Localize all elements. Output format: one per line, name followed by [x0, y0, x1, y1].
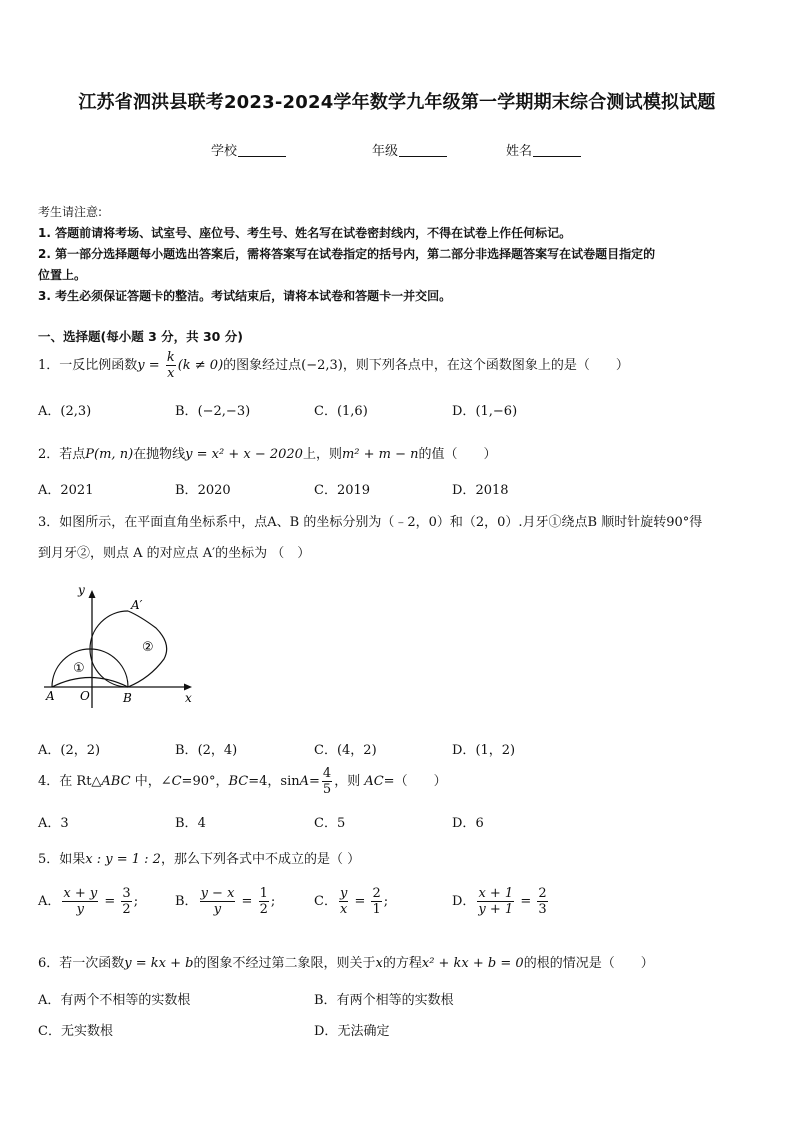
q1-fraction	[166, 350, 176, 381]
q2-option-b[interactable]	[175, 479, 231, 498]
q5-text: 5．如果	[38, 852, 86, 867]
q4-text-6: =（ ）	[383, 774, 447, 789]
q4-eq: =	[309, 774, 320, 789]
school-label: 学校	[211, 144, 238, 159]
option-label: B．	[175, 483, 198, 498]
name-field	[506, 140, 581, 159]
option-label: B．	[175, 894, 198, 909]
question-1	[38, 350, 629, 381]
lhs-num: x + 1	[478, 886, 514, 901]
q1-condition: (k ≠ 0)	[177, 358, 224, 373]
option-label: C．	[314, 894, 337, 909]
q4-c: C	[171, 774, 182, 789]
q1-text-3: ，则下列各点中，在这个函数图象上的是（ ）	[342, 358, 629, 373]
question-3-line-2: 到月牙②，则点 A 的对应点 A′的坐标为 （ ）	[38, 546, 311, 561]
q4-text-5: ，则	[334, 774, 365, 789]
question-6	[38, 952, 654, 971]
option-value: (2，4)	[197, 743, 238, 758]
q4-text-2: 中，∠	[130, 774, 172, 789]
q6-x: x	[375, 956, 383, 971]
q4-bc: BC	[228, 774, 249, 789]
point-a-label: A	[46, 689, 55, 703]
notice-heading: 考生请注意:	[38, 205, 103, 219]
option-value: (1，2)	[475, 743, 516, 758]
q4-ac: AC	[364, 774, 384, 789]
q2-parabola: y = x² + x − 2020	[185, 447, 303, 462]
q4-text-3: =90°，	[181, 774, 229, 789]
q2-point: P(m, n)	[85, 447, 134, 462]
rhs-den: 2	[259, 902, 268, 917]
option-value: (4，2)	[336, 743, 377, 758]
q3-option-a[interactable]	[38, 739, 100, 758]
q2-text-2: 在抛物线	[133, 447, 186, 462]
q4-text-4: =4，sin	[248, 774, 300, 789]
y-axis-arrow	[89, 590, 96, 598]
q2-option-d[interactable]	[452, 479, 509, 498]
q6-option-b[interactable]	[314, 989, 454, 1008]
q6-text-3: 的方程	[382, 956, 422, 971]
rhs-num: 3	[122, 886, 131, 901]
option-lhs	[62, 886, 98, 917]
option-value: 2018	[475, 483, 509, 498]
option-label: D．	[452, 743, 476, 758]
q1-option-a[interactable]	[38, 400, 91, 419]
q4-option-d[interactable]	[452, 812, 484, 831]
crescent-2-label: ②	[142, 640, 154, 655]
grade-label: 年级	[372, 144, 399, 159]
q4-frac-num: 4	[322, 766, 332, 781]
notice-item-1: 1. 答题前请将考场、试室号、座位号、考生号、姓名写在试卷密封线内，不得在试卷上作任何标记。	[38, 226, 572, 240]
q4-frac-den: 5	[322, 782, 332, 797]
option-label: C．	[314, 743, 337, 758]
name-label: 姓名	[506, 144, 533, 159]
q6-option-a[interactable]	[38, 989, 190, 1008]
grade-blank	[399, 144, 447, 157]
option-value: 2019	[336, 483, 371, 498]
q1-option-d[interactable]	[452, 400, 517, 419]
option-rhs	[259, 886, 269, 917]
lhs-num: y − x	[200, 886, 235, 901]
y-axis-label: y	[78, 583, 85, 597]
q5-option-b[interactable]: B． $\frac{y - x}{y}$ = $\frac{1}{2}$ ;	[175, 886, 276, 917]
rhs-num: 2	[372, 886, 381, 901]
q6-text-2: 的图象不经过第二象限，则关于	[193, 956, 376, 971]
lhs-den: x	[339, 902, 348, 917]
lhs-num: y	[339, 886, 348, 901]
rhs-den: 1	[372, 902, 381, 917]
q4-option-c[interactable]	[314, 812, 345, 831]
name-blank	[533, 144, 581, 157]
school-field	[211, 140, 286, 159]
option-label: D．	[452, 483, 476, 498]
q6-function: y = kx + b	[124, 956, 194, 971]
option-value: (2,3)	[60, 404, 92, 419]
option-value: 2020	[197, 483, 231, 498]
q4-option-a[interactable]	[38, 812, 69, 831]
option-value: 2021	[60, 483, 94, 498]
option-label: A．	[38, 404, 61, 419]
option-label: C．	[314, 483, 337, 498]
lhs-den: y	[213, 902, 222, 917]
x-axis-arrow	[184, 684, 192, 691]
option-lhs	[200, 886, 236, 917]
grade-field	[372, 140, 447, 159]
q1-option-c[interactable]	[314, 400, 368, 419]
q4-option-b[interactable]	[175, 812, 206, 831]
q1-y: y	[137, 358, 145, 373]
rhs-num: 2	[538, 886, 547, 901]
option-label: A．	[38, 816, 61, 831]
option-label: A．	[38, 743, 61, 758]
q6-text-4: 的根的情况是（ ）	[523, 956, 654, 971]
crescent-1-label: ①	[73, 661, 85, 676]
option-label: A．	[38, 993, 61, 1008]
q3-option-c[interactable]	[314, 739, 377, 758]
option-label: D．	[452, 816, 476, 831]
exam-title: 江苏省泗洪县联考2023-2024学年数学九年级第一学期期末综合测试模拟试题	[78, 92, 716, 113]
x-axis-label: x	[185, 691, 192, 705]
q1-frac-den: x	[167, 366, 175, 381]
q4-fraction	[322, 766, 332, 797]
q1-text: 1．一反比例函数	[38, 358, 138, 373]
q5-option-c[interactable]: C． $\frac{y}{x}$ = $\frac{2}{1}$ ;	[314, 886, 389, 917]
question-2	[38, 443, 497, 462]
option-label: B．	[175, 743, 198, 758]
point-a-prime-label: A′	[131, 598, 143, 612]
q4-abc: ABC	[101, 774, 131, 789]
origin-label: O	[80, 689, 90, 703]
q5-text-2: ，那么下列各式中不成立的是（ ）	[160, 852, 361, 867]
q5-option-d[interactable]: D． $\frac{x + 1}{y + 1}$ = $\frac{2}{3}$	[452, 886, 547, 917]
option-value: (1,−6)	[475, 404, 518, 419]
option-label: D．	[452, 404, 476, 419]
notice-item-3: 3. 考生必须保证答题卡的整洁。考试结束后，请将本试卷和答题卡一并交回。	[38, 289, 452, 303]
notice-item-2: 2. 第一部分选择题每小题选出答案后，需将答案写在试卷指定的括号内，第二部分非选择题答案写在试卷题目指定的	[38, 247, 656, 261]
option-value: (1,6)	[336, 404, 368, 419]
option-lhs	[477, 886, 514, 917]
option-label: B．	[314, 993, 337, 1008]
q6-option-d[interactable]	[314, 1020, 389, 1039]
q2-expression: m² + m − n	[341, 447, 419, 462]
q4-a: A	[299, 774, 309, 789]
q1-frac-num: k	[166, 350, 175, 365]
q6-text: 6．若一次函数	[38, 956, 125, 971]
q2-option-a[interactable]	[38, 479, 93, 498]
q3-crescent-figure	[40, 580, 200, 710]
option-label: A．	[38, 483, 61, 498]
option-value: 无法确定	[337, 1024, 390, 1039]
option-value: 无实数根	[60, 1024, 113, 1039]
option-value: (−2,−3)	[197, 404, 251, 419]
option-rhs	[537, 886, 547, 917]
option-label: B．	[175, 404, 198, 419]
option-value: 有两个不相等的实数根	[60, 993, 191, 1008]
point-b-label: B	[123, 691, 132, 705]
option-value: 有两个相等的实数根	[336, 993, 454, 1008]
lhs-den: y + 1	[478, 902, 514, 917]
question-4	[38, 766, 447, 797]
option-label: C．	[314, 404, 337, 419]
rhs-den: 2	[122, 902, 131, 917]
option-value: 5	[336, 816, 346, 831]
option-rhs	[371, 886, 381, 917]
q2-option-c[interactable]	[314, 479, 370, 498]
option-value: 3	[60, 816, 69, 831]
q1-option-b[interactable]	[175, 400, 250, 419]
option-value: 6	[475, 816, 484, 831]
rhs-den: 3	[538, 902, 547, 917]
q1-point: (−2,3)	[301, 358, 343, 373]
option-label: D．	[452, 894, 476, 909]
q5-option-a[interactable]: A． $\frac{x + y}{y}$ = $\frac{3}{2}$ ;	[38, 886, 139, 917]
lhs-num: x + y	[63, 886, 98, 901]
q4-text: 4．在 Rt△	[38, 774, 102, 789]
option-value: 4	[197, 816, 206, 831]
q6-equation: x² + kx + b = 0	[421, 956, 524, 971]
option-lhs	[339, 886, 348, 917]
option-label: B．	[175, 816, 198, 831]
q2-text: 2．若点	[38, 447, 86, 462]
question-3-line-1: 3．如图所示，在平面直角坐标系中，点A、B 的坐标分别为（﹣2，0）和（2，0）.月牙①绕点B 顺时针旋转90°得	[38, 515, 703, 530]
question-5	[38, 848, 360, 867]
q6-option-c[interactable]	[38, 1020, 113, 1039]
lhs-den: y	[76, 902, 84, 917]
option-label: C．	[38, 1024, 61, 1039]
q2-text-3: 上，则	[302, 447, 342, 462]
school-blank	[238, 144, 286, 157]
q5-ratio: x : y = 1 : 2	[85, 852, 161, 867]
section-heading: 一、选择题(每小题 3 分，共 30 分)	[38, 329, 243, 344]
option-value: (2，2)	[60, 743, 101, 758]
option-label: A．	[38, 894, 61, 909]
q1-eq: =	[144, 358, 164, 373]
q3-option-d[interactable]	[452, 739, 515, 758]
q1-text-2: 的图象经过点	[223, 358, 302, 373]
option-label: C．	[314, 816, 337, 831]
q3-option-b[interactable]	[175, 739, 237, 758]
option-rhs	[121, 886, 131, 917]
q2-text-4: 的值（ ）	[418, 447, 497, 462]
notice-item-2-cont: 位置上。	[38, 268, 87, 282]
option-label: D．	[314, 1024, 338, 1039]
rhs-num: 1	[259, 886, 268, 901]
